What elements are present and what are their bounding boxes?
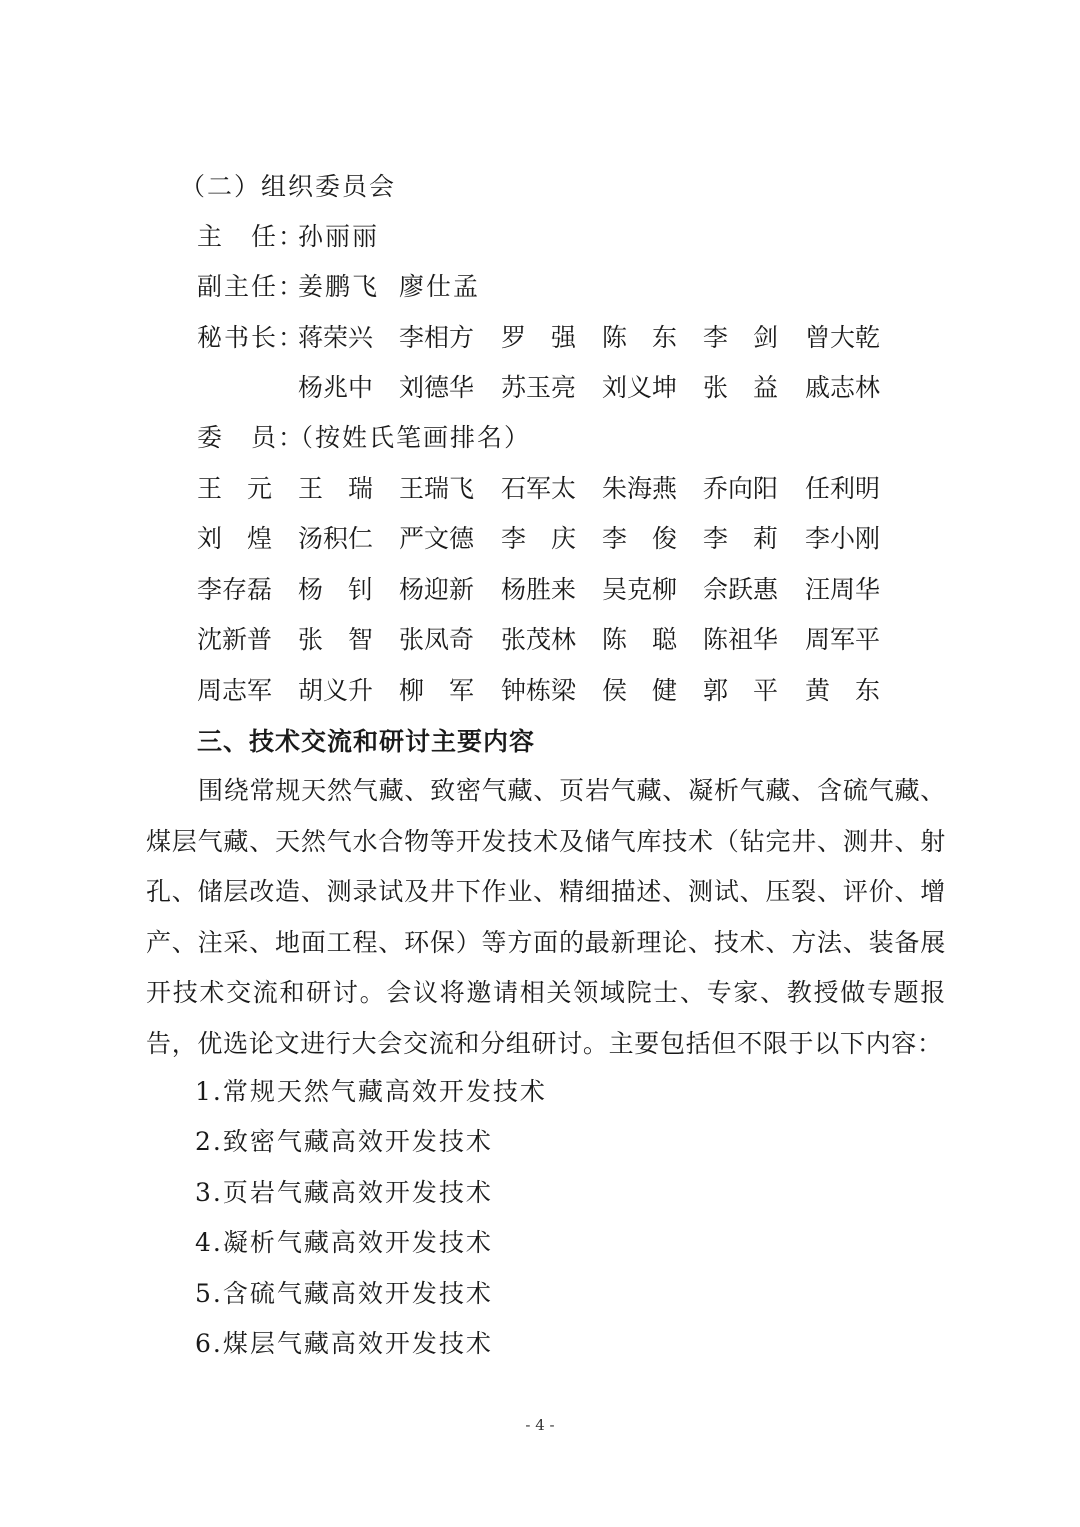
member-name: 张茂林 bbox=[501, 625, 577, 654]
member-name: 王 瑞 bbox=[298, 474, 374, 503]
member-name: 佘跃惠 bbox=[703, 575, 779, 604]
member-name: 钟栋梁 bbox=[501, 676, 577, 705]
topic-item: 2.致密气藏高效开发技术 bbox=[195, 1127, 493, 1156]
member-note: （按姓氏笔画排名） bbox=[288, 423, 532, 452]
secretary-name: 李相方 bbox=[399, 323, 475, 352]
vice-director-name: 姜鹏飞 bbox=[298, 272, 380, 301]
member-name: 李 莉 bbox=[703, 524, 779, 553]
member-name: 汪周华 bbox=[805, 575, 881, 604]
secretary-label: 秘书长： bbox=[197, 323, 306, 352]
member-name: 杨胜来 bbox=[501, 575, 577, 604]
member-name: 王 元 bbox=[197, 474, 273, 503]
member-name: 胡义升 bbox=[298, 676, 374, 705]
member-name: 吴克柳 bbox=[602, 575, 678, 604]
member-name: 郭 平 bbox=[703, 676, 779, 705]
member-name: 乔向阳 bbox=[703, 474, 779, 503]
secretary-name: 罗 强 bbox=[501, 323, 577, 352]
director-name: 孙丽丽 bbox=[298, 222, 380, 251]
topic-item: 3.页岩气藏高效开发技术 bbox=[195, 1178, 493, 1207]
vice-director-name: 廖仕孟 bbox=[399, 272, 481, 301]
member-name: 周军平 bbox=[805, 625, 881, 654]
secretary-name: 曾大乾 bbox=[805, 323, 881, 352]
topic-item: 1.常规天然气藏高效开发技术 bbox=[195, 1077, 547, 1106]
member-name: 杨迎新 bbox=[399, 575, 475, 604]
vice-director-label: 副主任： bbox=[197, 272, 306, 301]
secretary-name: 张 益 bbox=[703, 373, 779, 402]
member-name: 李存磊 bbox=[197, 575, 273, 604]
member-name: 柳 军 bbox=[399, 676, 475, 705]
member-name: 王瑞飞 bbox=[399, 474, 475, 503]
section-three-paragraph: 围绕常规天然气藏、致密气藏、页岩气藏、凝析气藏、含硫气藏、煤层气藏、天然气水合物等开发技术及储气库技术（钻完井、测井、射孔、储层改造、测录试及井下作业、精细描述、测试、压裂、评价、增产、注采、地面工程、环保）等方面的最新理论、技术、方法、装备展开技术交流和研讨。会议将邀请相关领域院士、专家、教授做专题报告，优选论文进行大会交流和分组研讨。主要包括但不限于以下内容： bbox=[146, 776, 946, 1058]
secretary-name: 刘义坤 bbox=[602, 373, 678, 402]
member-name: 侯 健 bbox=[602, 676, 678, 705]
secretary-name: 李 剑 bbox=[703, 323, 779, 352]
member-name: 陈祖华 bbox=[703, 625, 779, 654]
secretary-name: 蒋荣兴 bbox=[298, 323, 374, 352]
secretary-name: 陈 东 bbox=[602, 323, 678, 352]
topic-item: 5.含硫气藏高效开发技术 bbox=[195, 1279, 493, 1308]
member-name: 汤积仁 bbox=[298, 524, 374, 553]
director-label: 主 任： bbox=[197, 222, 306, 251]
secretary-name: 刘德华 bbox=[399, 373, 475, 402]
member-name: 周志军 bbox=[197, 676, 273, 705]
member-name: 严文德 bbox=[399, 524, 475, 553]
member-name: 李 俊 bbox=[602, 524, 678, 553]
org-committee-title: （二）组织委员会 bbox=[180, 172, 397, 201]
secretary-name: 杨兆中 bbox=[298, 373, 374, 402]
member-name: 黄 东 bbox=[805, 676, 881, 705]
member-name: 沈新普 bbox=[197, 625, 273, 654]
member-label: 委 员： bbox=[197, 423, 306, 452]
secretary-name: 戚志林 bbox=[805, 373, 881, 402]
member-name: 陈 聪 bbox=[602, 625, 678, 654]
member-name: 张 智 bbox=[298, 625, 374, 654]
member-name: 刘 煌 bbox=[197, 524, 273, 553]
member-name: 张凤奇 bbox=[399, 625, 475, 654]
topic-item: 4.凝析气藏高效开发技术 bbox=[195, 1228, 493, 1257]
member-name: 任利明 bbox=[805, 474, 881, 503]
member-name: 石军太 bbox=[501, 474, 577, 503]
member-name: 朱海燕 bbox=[602, 474, 678, 503]
page-number: - 4 - bbox=[525, 1416, 555, 1434]
member-name: 杨 钊 bbox=[298, 575, 374, 604]
member-name: 李 庆 bbox=[501, 524, 577, 553]
topic-item: 6.煤层气藏高效开发技术 bbox=[195, 1329, 493, 1358]
section-three-heading: 三、技术交流和研讨主要内容 bbox=[197, 727, 536, 756]
secretary-name: 苏玉亮 bbox=[501, 373, 577, 402]
member-name: 李小刚 bbox=[805, 524, 881, 553]
